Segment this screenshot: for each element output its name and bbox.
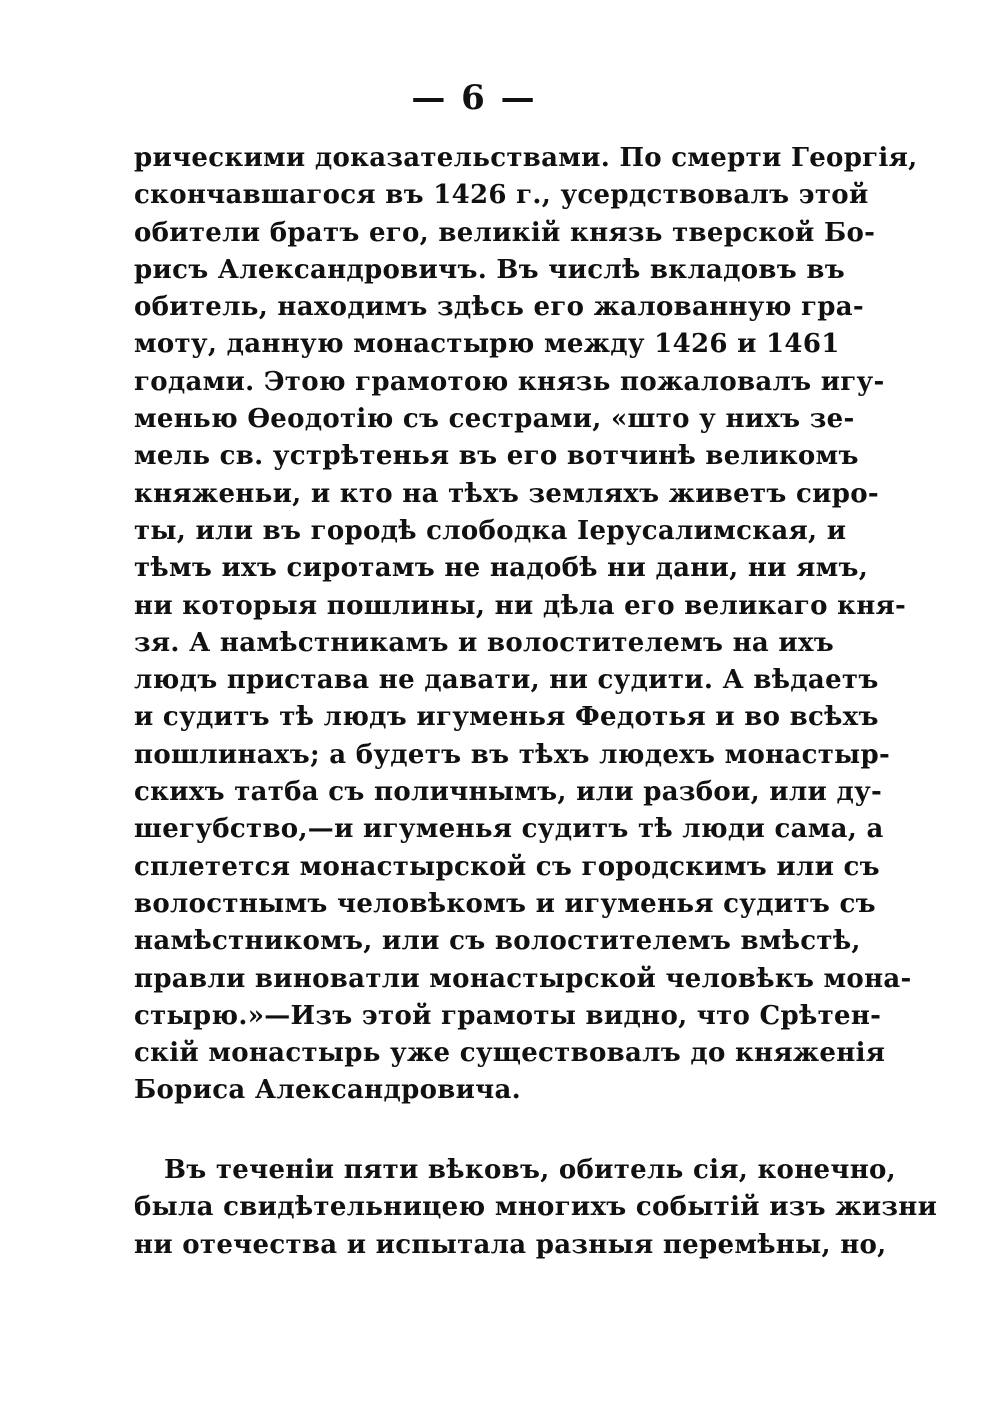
- paragraph-1: [134, 140, 918, 1110]
- text-line: рическими доказательствами. По смерти Георгія,: [134, 143, 918, 173]
- text-line: мель св. устрѣтенья въ его вотчинѣ великомъ: [134, 441, 859, 472]
- text-line: пошлинахъ; а будетъ въ тѣхъ людехъ монастыр-: [134, 739, 891, 770]
- text-line: людъ пристава не давати, ни судити. А вѣдаетъ: [134, 665, 879, 696]
- text-line: скончавшагося въ 1426 г., усердствовалъ этой: [134, 180, 869, 211]
- text-line: ты, или въ городѣ слободка Іерусалимская, и: [134, 515, 847, 546]
- text-line: намѣстникомъ, или съ волостителемъ вмѣстѣ,: [134, 926, 861, 957]
- text-line: правли виноватли монастырской человѣкъ мона-: [134, 963, 912, 994]
- text-line: и судитъ тѣ людъ игуменья Федотья и во всѣхъ: [134, 702, 879, 733]
- text-line: скій монастырь уже существовалъ до княженія: [134, 1038, 886, 1069]
- text-line: обители братъ его, великій князь тверской Бо-: [134, 217, 876, 248]
- text-line: Въ теченіи пяти вѣковъ, обитель сія, конечно,: [164, 1155, 897, 1185]
- text-line: шегубство,—и игуменья судитъ тѣ люди сама, а: [134, 814, 884, 845]
- text-line: стырю.»—Изъ этой грамоты видно, что Срѣтен-: [134, 1000, 882, 1031]
- text-line: годами. Этою грамотою князь пожаловалъ игу-: [134, 366, 885, 397]
- page-number: — 6 —: [411, 78, 537, 118]
- text-line: менью Ѳеодотію съ сестрами, «што у нихъ зе-: [134, 404, 855, 435]
- paragraph-2: [134, 1152, 938, 1264]
- text-line: княженьи, и кто на тѣхъ земляхъ живетъ сиро-: [134, 478, 879, 509]
- text-line: скихъ татба съ поличнымъ, или разбои, или ду-: [134, 777, 883, 808]
- text-line: была свидѣтельницею многихъ событій изъ жизни: [134, 1192, 938, 1223]
- text-line: ни которыя пошлины, ни дѣла его великаго кня-: [134, 590, 907, 621]
- text-line: зя. А намѣстникамъ и волостителемъ на ихъ: [134, 627, 835, 658]
- text-line: рисъ Александровичъ. Въ числѣ вкладовъ въ: [134, 254, 845, 285]
- text-line: моту, данную монастырю между 1426 и 1461: [134, 329, 840, 360]
- text-line: Бориса Александровича.: [134, 1075, 522, 1106]
- text-line: сплетется монастырской съ городскимъ или съ: [134, 851, 880, 882]
- text-line: тѣмъ ихъ сиротамъ не надобѣ ни дани, ни ямъ,: [134, 553, 869, 584]
- text-line: ни отечества и испытала разныя перемѣны, но,: [134, 1229, 887, 1260]
- text-line: обитель, находимъ здѣсь его жалованную гра-: [134, 292, 864, 323]
- text-line: волостнымъ человѣкомъ и игуменья судитъ съ: [134, 888, 876, 919]
